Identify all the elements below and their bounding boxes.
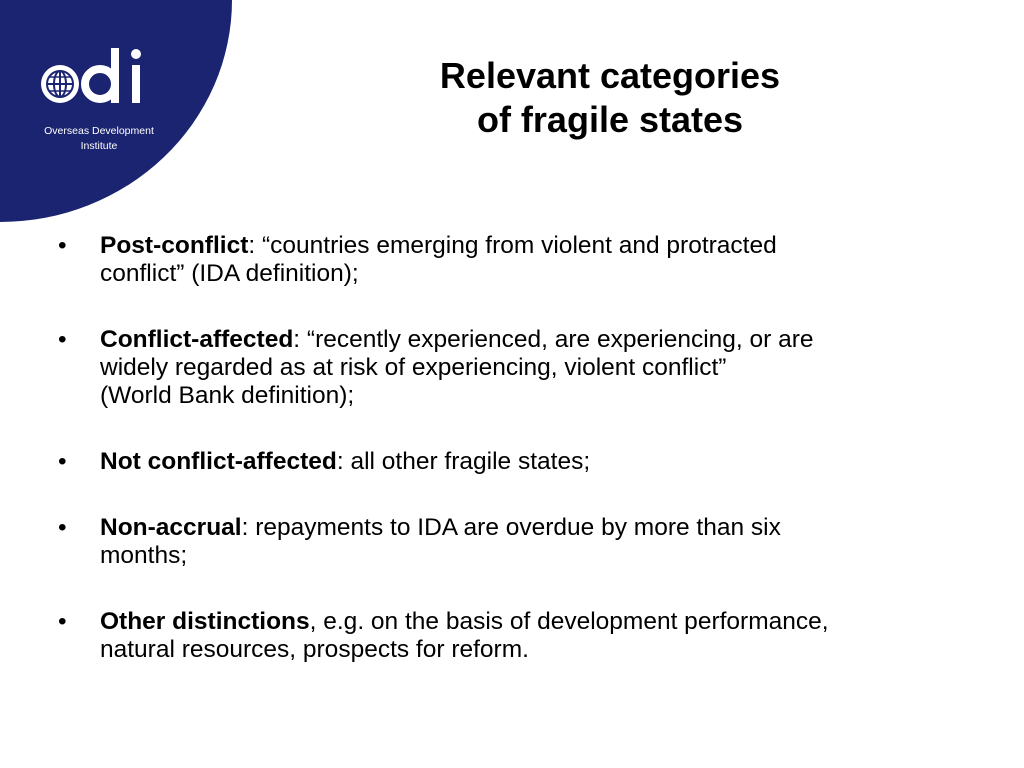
bullet-term: Other distinctions bbox=[100, 608, 310, 635]
bullet-dot: • bbox=[58, 326, 67, 353]
bullet-dot: • bbox=[58, 514, 67, 541]
bullet-line bbox=[100, 514, 978, 542]
brand-quarter-circle bbox=[0, 0, 232, 222]
bullet-text: : “countries emerging from violent and protracted bbox=[248, 232, 777, 259]
logo-subtitle bbox=[32, 124, 166, 153]
bullet-item-post-conflict bbox=[58, 232, 978, 288]
bullet-list bbox=[58, 232, 978, 702]
bullet-item-non-accrual bbox=[58, 514, 978, 570]
bullet-term: Not conflict-affected bbox=[100, 448, 337, 475]
slide-title bbox=[360, 54, 860, 142]
bullet-line: months; bbox=[100, 542, 188, 569]
bullet-term: Non-accrual bbox=[100, 514, 242, 541]
logo-subtitle-line2: Institute bbox=[80, 139, 118, 152]
bullet-text: : repayments to IDA are overdue by more than six bbox=[241, 514, 781, 541]
bullet-dot: • bbox=[58, 608, 67, 635]
bullet-text: : “recently experienced, are experiencing, or are bbox=[293, 326, 814, 353]
bullet-item-other-distinctions bbox=[58, 608, 978, 664]
d-letter bbox=[85, 48, 119, 103]
bullet-line: conflict” (IDA definition); bbox=[100, 260, 359, 287]
title-line2: of fragile states bbox=[476, 99, 744, 140]
bullet-text: , e.g. on the basis of development performance, bbox=[309, 608, 829, 635]
bullet-line bbox=[100, 232, 978, 260]
brand-quarter-shape bbox=[0, 0, 232, 222]
bullet-line bbox=[100, 608, 978, 636]
globe-icon bbox=[41, 65, 79, 103]
title-line1: Relevant categories bbox=[439, 55, 781, 96]
bullet-dot: • bbox=[58, 232, 67, 259]
bullet-dot: • bbox=[58, 448, 67, 475]
bullet-line: widely regarded as at risk of experiencing, violent conflict” bbox=[100, 354, 727, 381]
bullet-item-not-conflict-affected bbox=[58, 448, 978, 476]
bullet-line bbox=[100, 448, 978, 476]
bullet-line: natural resources, prospects for reform. bbox=[100, 636, 529, 663]
bullet-term: Post-conflict bbox=[100, 232, 249, 259]
bullet-term: Conflict-affected bbox=[100, 326, 294, 353]
logo-subtitle-line1: Overseas Development bbox=[44, 125, 154, 137]
odi-logo bbox=[40, 46, 160, 110]
bullet-item-conflict-affected bbox=[58, 326, 978, 410]
bullet-line bbox=[100, 326, 978, 354]
i-letter bbox=[131, 49, 141, 103]
bullet-text: : all other fragile states; bbox=[336, 448, 591, 475]
bullet-line: (World Bank definition); bbox=[100, 382, 355, 409]
